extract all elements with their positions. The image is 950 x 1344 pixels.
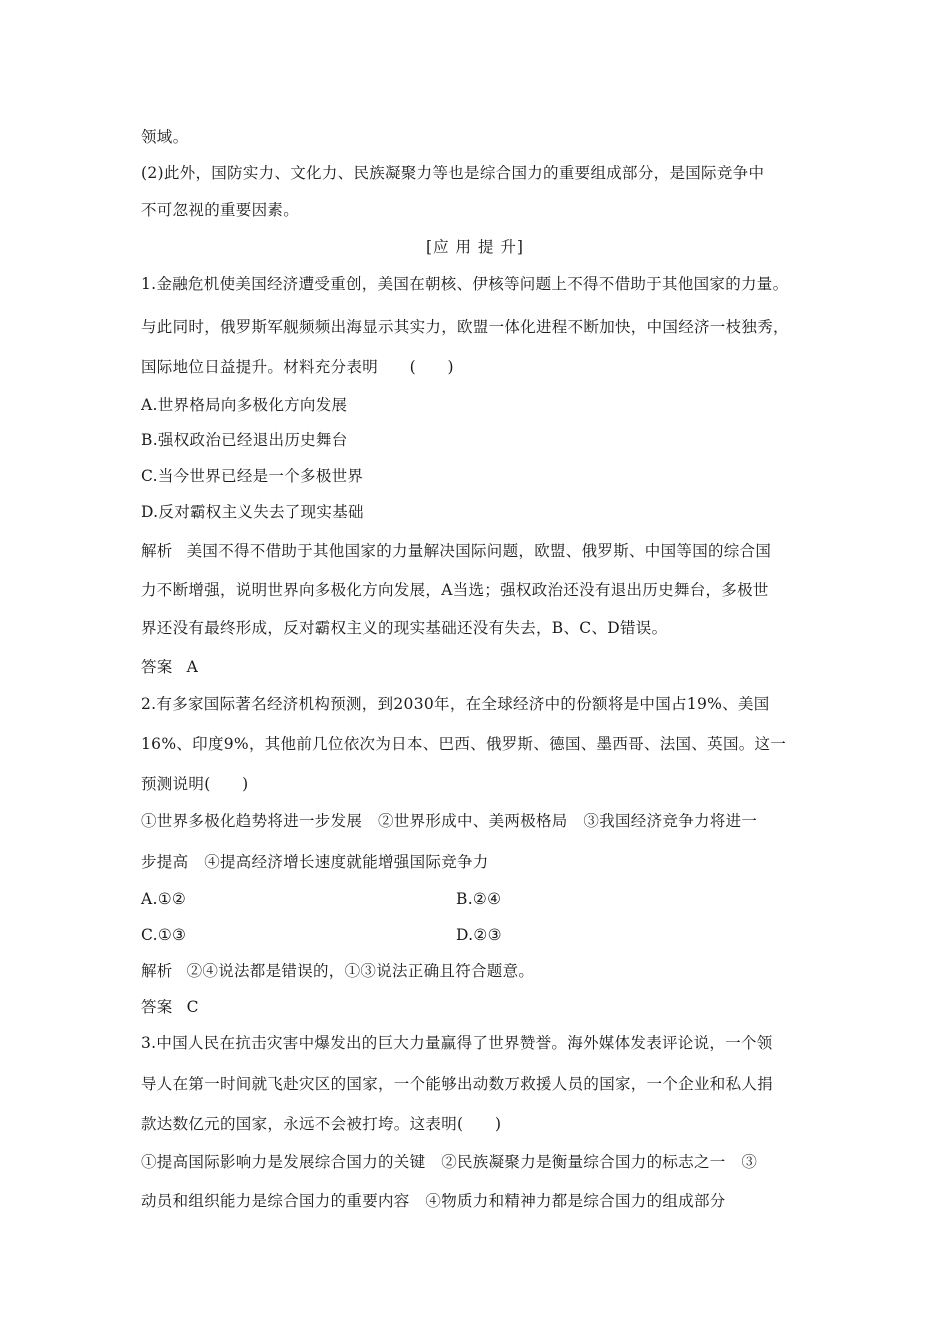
section-heading: [应 用 提 升] — [426, 238, 524, 256]
question-2-statements: 步提高 ④提高经济增长速度就能增强国际竞争力 — [141, 853, 489, 871]
question-3-stem: 3.中国人民在抗击灾害中爆发出的巨大力量赢得了世界赞誉。海外媒体发表评论说，一个领 — [141, 1034, 773, 1052]
question-2-option-b: B.②④ — [456, 890, 502, 908]
answer-value: A — [186, 658, 199, 676]
question-1-option-d: D.反对霸权主义失去了现实基础 — [141, 503, 364, 521]
question-3-statements: 动员和组织能力是综合国力的重要内容 ④物质力和精神力都是综合国力的组成部分 — [141, 1192, 726, 1210]
analysis-text: ②④说法都是错误的，①③说法正确且符合题意。 — [186, 962, 535, 980]
question-2-stem: 2.有多家国际著名经济机构预测，到2030年，在全球经济中的份额将是中国占19%、美国 — [141, 695, 770, 713]
answer-label: 答案 — [141, 998, 173, 1016]
answer-value: C — [186, 998, 199, 1016]
analysis-1-text: 力不断增强，说明世界向多极化方向发展，A当选；强权政治还没有退出历史舞台，多极世 — [141, 581, 769, 599]
question-1-stem: 1.金融危机使美国经济遭受重创，美国在朝核、伊核等问题上不得不借助于其他国家的力量。 — [141, 275, 789, 293]
answer-2 — [141, 997, 199, 1017]
question-1-option-a: A.世界格局向多极化方向发展 — [141, 396, 348, 414]
analysis-1 — [141, 541, 771, 561]
question-2-statements: ①世界多极化趋势将进一步发展 ②世界形成中、美两极格局 ③我国经济竞争力将进一 — [141, 812, 758, 830]
question-2-stem: 16%、印度9%，其他前几位依次为日本、巴西、俄罗斯、德国、墨西哥、法国、英国。这一 — [141, 735, 787, 753]
text-line: (2)此外，国防实力、文化力、民族凝聚力等也是综合国力的重要组成部分，是国际竞争中 — [141, 164, 765, 182]
question-2-stem: 预测说明( ) — [141, 775, 249, 793]
text-line: 不可忽视的重要因素。 — [141, 201, 300, 219]
analysis-label: 解析 — [141, 542, 173, 560]
question-1-option-b: B.强权政治已经退出历史舞台 — [141, 431, 348, 449]
analysis-label: 解析 — [141, 962, 173, 980]
question-1-stem: 与此同时，俄罗斯军舰频频出海显示其实力，欧盟一体化进程不断加快，中国经济一枝独秀， — [141, 318, 789, 336]
question-2-option-d: D.②③ — [456, 926, 502, 944]
question-3-stem: 款达数亿元的国家，永远不会被打垮。这表明( ) — [141, 1115, 502, 1133]
question-2-option-a: A.①② — [141, 890, 187, 908]
analysis-2 — [141, 961, 534, 981]
question-3-statements: ①提高国际影响力是发展综合国力的关键 ②民族凝聚力是衡量综合国力的标志之一 ③ — [141, 1153, 758, 1171]
answer-1 — [141, 657, 198, 677]
question-3-stem: 导人在第一时间就飞赴灾区的国家，一个能够出动数万救援人员的国家，一个企业和私人捐 — [141, 1075, 774, 1093]
answer-label: 答案 — [141, 658, 173, 676]
question-1-option-c: C.当今世界已经是一个多极世界 — [141, 467, 364, 485]
question-1-stem: 国际地位日益提升。材料充分表明 ( ) — [141, 358, 454, 376]
analysis-1-text: 界还没有最终形成，反对霸权主义的现实基础还没有失去，B、C、D错误。 — [141, 619, 668, 637]
text-line: 领域。 — [141, 128, 189, 146]
question-2-option-c: C.①③ — [141, 926, 187, 944]
analysis-text: 美国不得不借助于其他国家的力量解决国际问题，欧盟、俄罗斯、中国等国的综合国 — [186, 542, 772, 560]
